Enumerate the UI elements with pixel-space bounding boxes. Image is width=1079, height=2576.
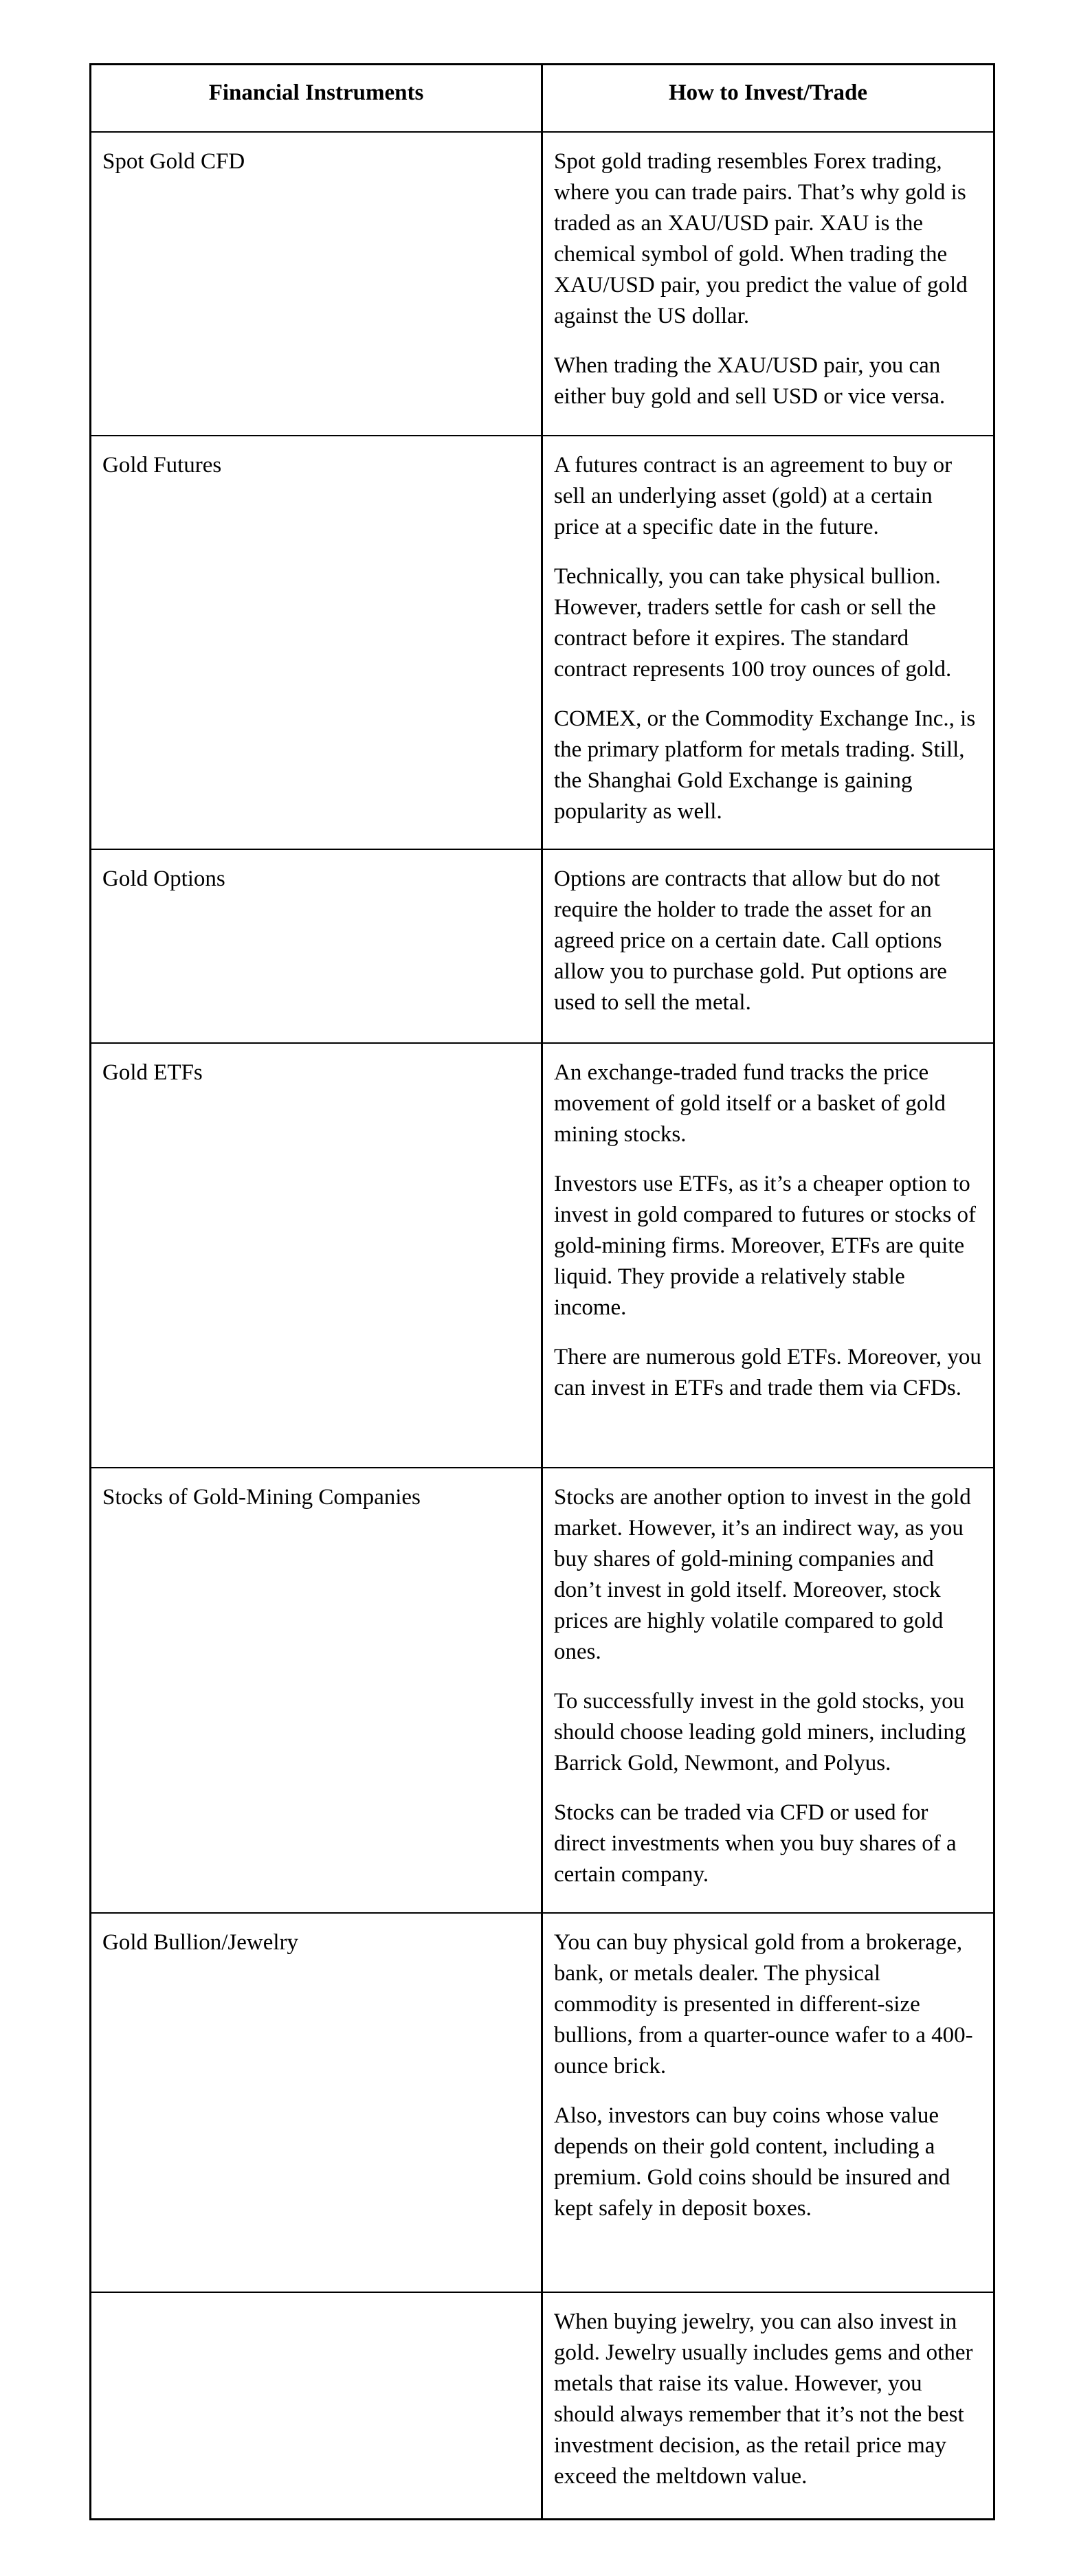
instrument-cell: Gold ETFs xyxy=(91,1043,542,1468)
description-cell xyxy=(542,132,994,436)
description-paragraph: COMEX, or the Commodity Exchange Inc., is the primary platform for metals trading. Still, the Shanghai Gold Exchange is gaining popularity as well. xyxy=(554,706,976,824)
instruments-table xyxy=(89,63,995,2520)
instrument-cell: Stocks of Gold-Mining Companies xyxy=(91,1468,542,1913)
description-paragraph: When trading the XAU/USD pair, you can either buy gold and sell USD or vice versa. xyxy=(554,353,946,409)
header-financial-instruments: Financial Instruments xyxy=(91,65,542,133)
description-cell xyxy=(542,436,994,849)
description-cell xyxy=(542,1913,994,2292)
description-paragraph: A futures contract is an agreement to buy or sell an underlying asset (gold) at a certain price at a specific date in the future. xyxy=(554,453,953,539)
description-paragraph: When buying jewelry, you can also invest in gold. Jewelry usually includes gems and other metals that raise its value. However, you should always remember that it’s not the best investment decision, as the retail price may exceed the meltdown value. xyxy=(554,2309,973,2489)
description-cell xyxy=(542,849,994,1043)
description-cell xyxy=(542,2292,994,2520)
table-header-row xyxy=(91,65,994,133)
description-paragraph: There are numerous gold ETFs. Moreover, you can invest in ETFs and trade them via CFDs. xyxy=(554,1345,981,1400)
table-row xyxy=(91,2292,994,2520)
description-paragraph: An exchange-traded fund tracks the price movement of gold itself or a basket of gold mining stocks. xyxy=(554,1060,946,1147)
description-paragraph: Technically, you can take physical bullion. However, traders settle for cash or sell the contract before it expires. The standard contract represents 100 troy ounces of gold. xyxy=(554,564,952,682)
instrument-cell: Gold Options xyxy=(91,849,542,1043)
description-paragraph: Spot gold trading resembles Forex trading, where you can trade pairs. That’s why gold is traded as an XAU/USD pair. XAU is the chemical symbol of gold. When trading the XAU/USD pair, you predict the value of gold against the US dollar. xyxy=(554,149,968,328)
description-cell xyxy=(542,1043,994,1468)
description-paragraph: To successfully invest in the gold stocks, you should choose leading gold miners, including Barrick Gold, Newmont, and Polyus. xyxy=(554,1689,966,1776)
description-paragraph: Stocks can be traded via CFD or used for direct investments when you buy shares of a certain company. xyxy=(554,1800,957,1887)
description-paragraph: Options are contracts that allow but do not require the holder to trade the asset for an agreed price on a certain date. Call options allow you to purchase gold. Put options are used to sell the metal. xyxy=(554,866,947,1015)
instrument-cell: Spot Gold CFD xyxy=(91,132,542,436)
table-row xyxy=(91,849,994,1043)
table-row xyxy=(91,436,994,849)
description-paragraph: Stocks are another option to invest in the gold market. However, it’s an indirect way, as you buy shares of gold-mining companies and don’t invest in gold itself. Moreover, stock prices are highly volatile compared to gold ones. xyxy=(554,1485,971,1664)
instrument-cell: Gold Bullion/Jewelry xyxy=(91,1913,542,2292)
description-paragraph: You can buy physical gold from a brokerage, bank, or metals dealer. The physical commodity is presented in different-size bullions, from a quarter-ounce wafer to a 400-ounce brick. xyxy=(554,1930,973,2079)
description-cell xyxy=(542,1468,994,1913)
header-how-to-invest: How to Invest/Trade xyxy=(542,65,994,133)
table-row xyxy=(91,1468,994,1913)
description-paragraph: Also, investors can buy coins whose value depends on their gold content, including a premium. Gold coins should be insured and kept safely in deposit boxes. xyxy=(554,2103,950,2221)
instrument-cell: Gold Futures xyxy=(91,436,542,849)
table-row xyxy=(91,132,994,436)
table-row xyxy=(91,1913,994,2292)
instrument-cell xyxy=(91,2292,542,2520)
description-paragraph: Investors use ETFs, as it’s a cheaper option to invest in gold compared to futures or stocks of gold-mining firms. Moreover, ETFs are quite liquid. They provide a relatively stable income. xyxy=(554,1172,977,1320)
table-row xyxy=(91,1043,994,1468)
